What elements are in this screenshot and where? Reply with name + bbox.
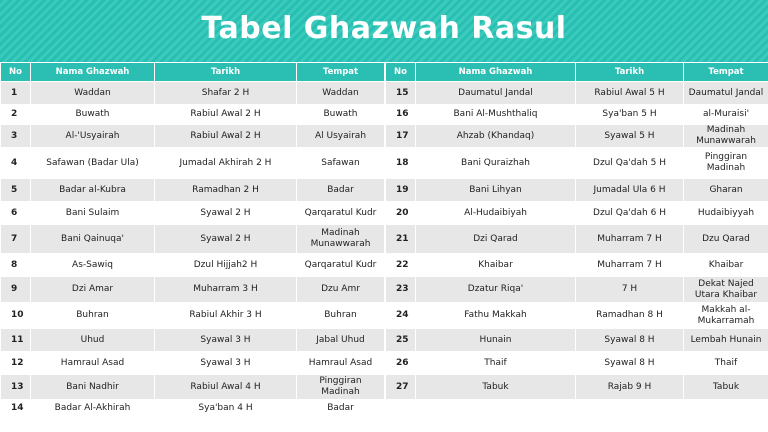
cell-nama-ghazwah: Hamraul Asad: [31, 352, 155, 375]
table-row: [386, 202, 768, 225]
cell-nama-ghazwah: Fathu Makkah: [416, 303, 576, 329]
table-row: [386, 105, 768, 125]
cell-tarikh: Dzul Qa'dah 5 H: [576, 148, 684, 179]
cell-tempat: Dzu Qarad: [684, 225, 768, 254]
cell-no: 9: [1, 277, 31, 303]
table-row: [386, 148, 768, 179]
table-header-row: [1, 63, 385, 82]
cell-nama-ghazwah: Tabuk: [416, 375, 576, 400]
cell-no: 7: [1, 225, 31, 254]
cell-nama-ghazwah: Bani Al-Mushthaliq: [416, 105, 576, 125]
table-row: [1, 254, 385, 277]
cell-no: 8: [1, 254, 31, 277]
cell-tempat: Pinggiran Madinah: [297, 375, 385, 400]
cell-tempat: Al Usyairah: [297, 125, 385, 148]
table-row: [386, 329, 768, 352]
column-header-no: No: [386, 63, 416, 82]
cell-tempat: Khaibar: [684, 254, 768, 277]
cell-no: 3: [1, 125, 31, 148]
cell-tempat: Waddan: [297, 82, 385, 105]
cell-tempat: Safawan: [297, 148, 385, 179]
table-row: [386, 125, 768, 148]
cell-tempat: Buwath: [297, 105, 385, 125]
cell-nama-ghazwah: Khaibar: [416, 254, 576, 277]
cell-no: 19: [386, 179, 416, 202]
cell-nama-ghazwah: As-Sawiq: [31, 254, 155, 277]
cell-no: 21: [386, 225, 416, 254]
column-header-tempat: Tempat: [297, 63, 385, 82]
table-row: [1, 225, 385, 254]
cell-tarikh: Sya'ban 5 H: [576, 105, 684, 125]
cell-tempat: Hamraul Asad: [297, 352, 385, 375]
cell-tarikh: Syawal 8 H: [576, 352, 684, 375]
table-row: [1, 148, 385, 179]
cell-nama-ghazwah: Dzi Amar: [31, 277, 155, 303]
cell-tarikh: Syawal 8 H: [576, 329, 684, 352]
cell-no: 2: [1, 105, 31, 125]
cell-tarikh: Syawal 5 H: [576, 125, 684, 148]
cell-tarikh: Jumadal Ula 6 H: [576, 179, 684, 202]
cell-tarikh: Ramadhan 8 H: [576, 303, 684, 329]
page-title: Tabel Ghazwah Rasul: [201, 11, 567, 46]
cell-nama-ghazwah: Bani Sulaim: [31, 202, 155, 225]
cell-no: 5: [1, 179, 31, 202]
cell-nama-ghazwah: Dzi Qarad: [416, 225, 576, 254]
table-row: [1, 352, 385, 375]
cell-no: 1: [1, 82, 31, 105]
cell-tempat: al-Muraisi': [684, 105, 768, 125]
column-header-nama: Nama Ghazwah: [31, 63, 155, 82]
cell-nama-ghazwah: Waddan: [31, 82, 155, 105]
cell-nama-ghazwah: Uhud: [31, 329, 155, 352]
column-header-tarikh: Tarikh: [576, 63, 684, 82]
cell-nama-ghazwah: Ahzab (Khandaq): [416, 125, 576, 148]
cell-tempat: Dzu Amr: [297, 277, 385, 303]
table-row: [386, 225, 768, 254]
cell-tempat: Hudaibiyyah: [684, 202, 768, 225]
table-row: [386, 277, 768, 303]
cell-no: 24: [386, 303, 416, 329]
cell-tempat: Gharan: [684, 179, 768, 202]
cell-tarikh: Dzul Hijjah2 H: [155, 254, 297, 277]
ghazwah-table-right: [385, 62, 768, 400]
table-row: [386, 375, 768, 400]
cell-tarikh: Syawal 3 H: [155, 329, 297, 352]
cell-tempat: Qarqaratul Kudr: [297, 254, 385, 277]
table-row: [1, 202, 385, 225]
cell-tarikh: Muharram 7 H: [576, 225, 684, 254]
cell-tarikh: Rabiul Awal 2 H: [155, 125, 297, 148]
table-row: [1, 105, 385, 125]
cell-tempat: Badar: [297, 400, 385, 418]
cell-tarikh: Sya'ban 4 H: [155, 400, 297, 418]
cell-no: 10: [1, 303, 31, 329]
table-row: [1, 303, 385, 329]
cell-no: 18: [386, 148, 416, 179]
table-row: [1, 329, 385, 352]
cell-tempat: Daumatul Jandal: [684, 82, 768, 105]
cell-nama-ghazwah: Buwath: [31, 105, 155, 125]
cell-nama-ghazwah: Bani Quraizhah: [416, 148, 576, 179]
cell-tarikh: Rajab 9 H: [576, 375, 684, 400]
cell-nama-ghazwah: Thaif: [416, 352, 576, 375]
table-row: [386, 254, 768, 277]
cell-tempat: Dekat Najed Utara Khaibar: [684, 277, 768, 303]
cell-tarikh: Muharram 3 H: [155, 277, 297, 303]
cell-tempat: Thaif: [684, 352, 768, 375]
cell-tempat: Badar: [297, 179, 385, 202]
cell-tarikh: Rabiul Awal 4 H: [155, 375, 297, 400]
cell-tarikh: Dzul Qa'dah 6 H: [576, 202, 684, 225]
cell-nama-ghazwah: Bani Lihyan: [416, 179, 576, 202]
cell-nama-ghazwah: Bani Nadhir: [31, 375, 155, 400]
cell-tempat: Pinggiran Madinah: [684, 148, 768, 179]
cell-nama-ghazwah: Hunain: [416, 329, 576, 352]
cell-no: 13: [1, 375, 31, 400]
cell-no: 17: [386, 125, 416, 148]
cell-nama-ghazwah: Buhran: [31, 303, 155, 329]
cell-nama-ghazwah: Safawan (Badar Ula): [31, 148, 155, 179]
cell-no: 23: [386, 277, 416, 303]
cell-tarikh: Shafar 2 H: [155, 82, 297, 105]
cell-tarikh: Rabiul Awal 2 H: [155, 105, 297, 125]
cell-no: 16: [386, 105, 416, 125]
table-row: [1, 375, 385, 400]
table-row: [386, 179, 768, 202]
cell-no: 12: [1, 352, 31, 375]
cell-nama-ghazwah: Dzatur Riqa': [416, 277, 576, 303]
cell-tarikh: 7 H: [576, 277, 684, 303]
cell-tarikh: Syawal 2 H: [155, 225, 297, 254]
cell-nama-ghazwah: Badar al-Kubra: [31, 179, 155, 202]
column-header-tarikh: Tarikh: [155, 63, 297, 82]
cell-tempat: Madinah Munawwarah: [684, 125, 768, 148]
column-header-nama: Nama Ghazwah: [416, 63, 576, 82]
table-row: [386, 303, 768, 329]
table-header-row: [386, 63, 768, 82]
cell-no: 26: [386, 352, 416, 375]
table-row: [1, 125, 385, 148]
ghazwah-table-left: [0, 62, 385, 418]
title-banner: [0, 0, 768, 62]
cell-nama-ghazwah: Daumatul Jandal: [416, 82, 576, 105]
cell-no: 25: [386, 329, 416, 352]
cell-tarikh: Ramadhan 2 H: [155, 179, 297, 202]
cell-no: 4: [1, 148, 31, 179]
cell-no: 6: [1, 202, 31, 225]
table-row: [1, 179, 385, 202]
cell-nama-ghazwah: Al-Hudaibiyah: [416, 202, 576, 225]
cell-no: 27: [386, 375, 416, 400]
table-row: [386, 352, 768, 375]
cell-tempat: Jabal Uhud: [297, 329, 385, 352]
cell-tarikh: Syawal 3 H: [155, 352, 297, 375]
cell-no: 11: [1, 329, 31, 352]
cell-no: 20: [386, 202, 416, 225]
cell-tarikh: Rabiul Akhir 3 H: [155, 303, 297, 329]
cell-nama-ghazwah: Al-'Usyairah: [31, 125, 155, 148]
cell-tempat: Buhran: [297, 303, 385, 329]
table-row: [1, 277, 385, 303]
table-row: [1, 400, 385, 418]
cell-no: 22: [386, 254, 416, 277]
cell-tarikh: Jumadal Akhirah 2 H: [155, 148, 297, 179]
cell-tarikh: Syawal 2 H: [155, 202, 297, 225]
cell-tarikh: Rabiul Awal 5 H: [576, 82, 684, 105]
cell-tempat: Tabuk: [684, 375, 768, 400]
cell-tarikh: Muharram 7 H: [576, 254, 684, 277]
cell-no: 15: [386, 82, 416, 105]
cell-no: 14: [1, 400, 31, 418]
cell-nama-ghazwah: Badar Al-Akhirah: [31, 400, 155, 418]
cell-tempat: Qarqaratul Kudr: [297, 202, 385, 225]
column-header-tempat: Tempat: [684, 63, 768, 82]
cell-tempat: Lembah Hunain: [684, 329, 768, 352]
cell-nama-ghazwah: Bani Qainuqa': [31, 225, 155, 254]
column-header-no: No: [1, 63, 31, 82]
table-row: [1, 82, 385, 105]
cell-tempat: Madinah Munawwarah: [297, 225, 385, 254]
cell-tempat: Makkah al-Mukarramah: [684, 303, 768, 329]
table-row: [386, 82, 768, 105]
